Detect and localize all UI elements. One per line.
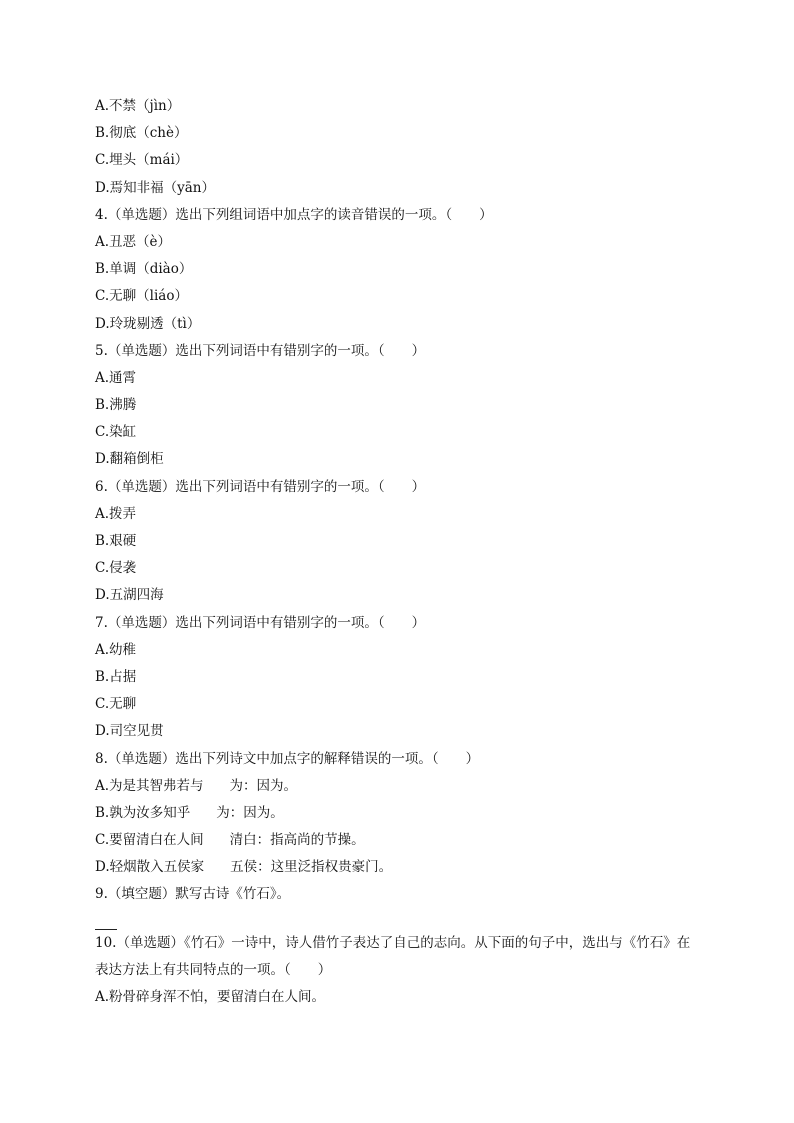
q4-option-a: A.丑恶（è）	[95, 233, 172, 250]
q6-option-a: A.拨弄	[95, 505, 137, 522]
q5-stem: 5.（单选题）选出下列词语中有错别字的一项。（ ）	[95, 342, 426, 359]
q6-option-c: C.侵袭	[95, 560, 137, 577]
q8-option-d	[95, 854, 700, 881]
q8-option-a	[95, 773, 700, 800]
q7-option-d: D.司空见贯	[95, 723, 164, 740]
q8-option-b-text: B.孰为汝多知乎	[95, 804, 191, 821]
q5-option-b: B.沸腾	[95, 397, 137, 414]
q4-option-b: B.单调（diào）	[95, 261, 193, 278]
q7-option-a: A.幼稚	[95, 641, 137, 658]
q8-option-d-gloss: 五侯：这里泛指权贵豪门。	[230, 859, 393, 876]
q3-option-c: C.埋头（mái）	[95, 152, 189, 169]
q4-option-c: C.无聊（liáo）	[95, 288, 188, 305]
q9-answer-blank[interactable]	[95, 909, 117, 930]
q3-option-b: B.彻底（chè）	[95, 125, 188, 142]
q8-option-c-text: C.要留清白在人间	[95, 832, 204, 849]
q8-option-a-gloss: 为：因为。	[229, 777, 298, 794]
q8-option-c-gloss: 清白：指高尚的节操。	[229, 832, 365, 849]
q6-option-b: B.艰硬	[95, 533, 137, 549]
q8-option-b	[95, 800, 700, 827]
q7-option-c: C.无聊	[95, 696, 137, 713]
q5-option-c: C.染缸	[95, 424, 137, 441]
q8-option-a-text: A.为是其智弗若与	[95, 777, 204, 794]
q10-stem: 10.（单选题）《竹石》一诗中，诗人借竹子表达了自己的志向。从下面的句子中，选出与《竹石》在表达方法上有共同特点的一项。（ ）	[95, 934, 691, 978]
q6-stem: 6.（单选题）选出下列词语中有错别字的一项。（ ）	[95, 478, 426, 495]
q10-option-a: A.粉骨碎身浑不怕，要留清白在人间。	[95, 989, 326, 1006]
q4-stem: 4.（单选题）选出下列组词语中加点字的读音错误的一项。（ ）	[95, 206, 493, 223]
q8-option-d-text: D.轻烟散入五侯家	[95, 859, 205, 876]
q3-option-a: A.不禁（jìn）	[95, 98, 181, 114]
q7-stem: 7.（单选题）选出下列词语中有错别字的一项。（ ）	[95, 614, 426, 631]
q6-option-d: D.五湖四海	[95, 587, 164, 604]
q8-stem: 8.（单选题）选出下列诗文中加点字的解释错误的一项。（ ）	[95, 750, 480, 767]
question-list	[95, 93, 700, 1011]
q9-stem: 9.（填空题）默写古诗《竹石》。	[95, 886, 291, 903]
q5-option-d: D.翻箱倒柜	[95, 451, 164, 468]
q7-option-b: B.占据	[95, 668, 137, 685]
q5-option-a: A.通霄	[95, 369, 137, 386]
q8-option-c	[95, 827, 700, 854]
q4-option-d: D.玲珑剔透（tì）	[95, 315, 201, 332]
q8-option-b-gloss: 为：因为。	[216, 804, 284, 821]
q3-option-d: D.焉知非福（yān）	[95, 179, 216, 196]
